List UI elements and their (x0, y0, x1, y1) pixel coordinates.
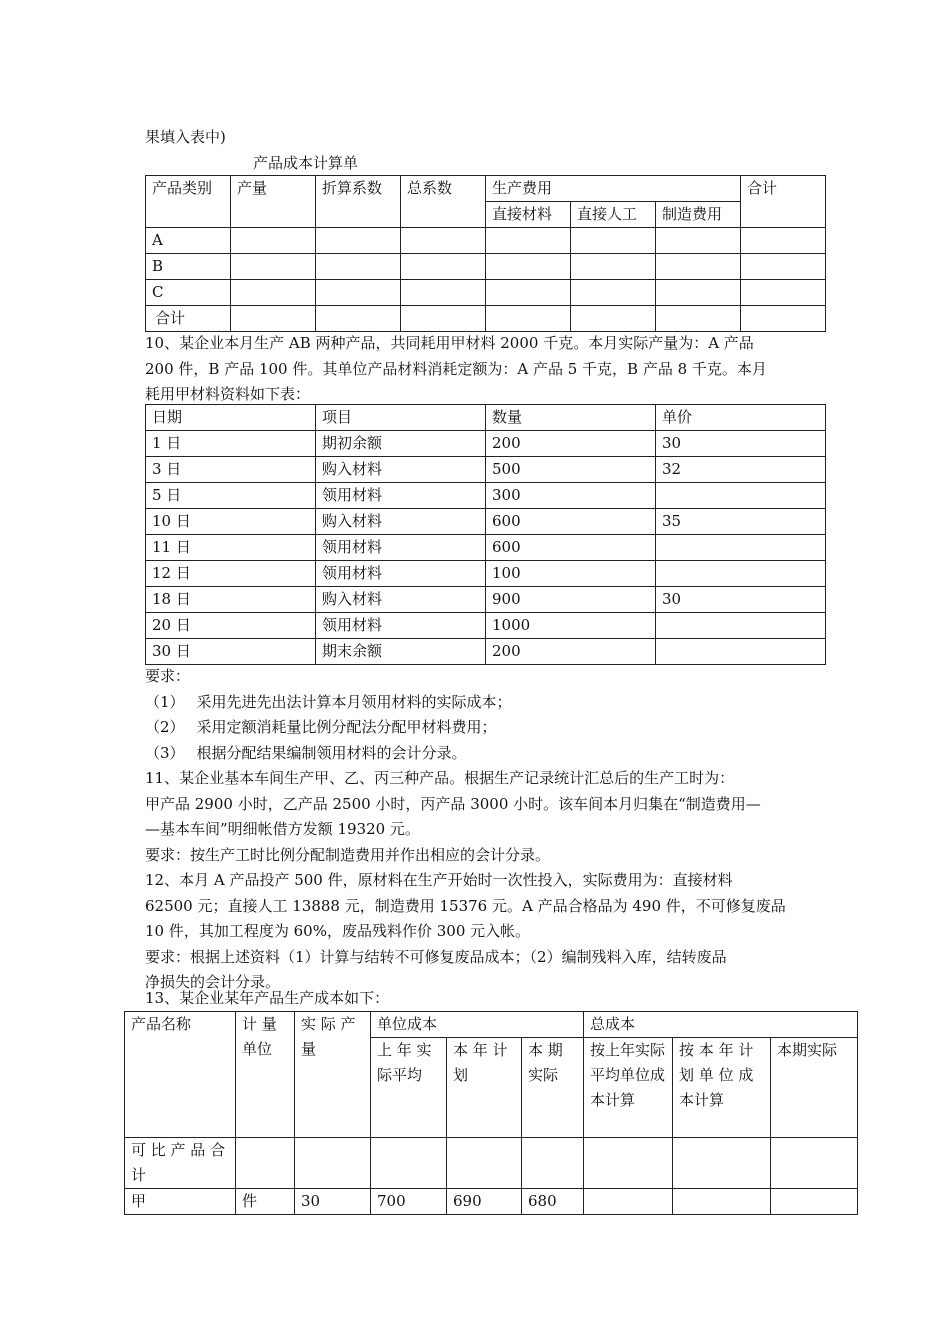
cell-unit-price (656, 639, 826, 665)
header-unit-cost: 单位成本 (371, 1012, 584, 1038)
header-date: 日期 (146, 405, 316, 431)
row-product: 甲 (125, 1189, 236, 1215)
row-label: 合计 (146, 306, 231, 332)
cell-date: 3 日 (146, 457, 316, 483)
header-unit: 计 量 单位 (236, 1012, 295, 1138)
header-quantity: 数量 (486, 405, 656, 431)
row-last-avg: 700 (371, 1189, 447, 1215)
req-text: 采用先进先出法计算本月领用材料的实际成本； (196, 692, 512, 711)
header-item: 项目 (316, 405, 486, 431)
cell-unit-price (656, 613, 826, 639)
question-10-requirements (145, 664, 825, 766)
q11-line: 11、某企业基本车间生产甲、乙、丙三种产品。根据生产记录统计汇总后的生产工时为： (145, 769, 735, 787)
cell-date: 30 日 (146, 639, 316, 665)
material-table (145, 404, 826, 665)
header-product-name: 产品名称 (125, 1012, 236, 1138)
row-output: 30 (295, 1189, 371, 1215)
q12-line: 62500 元；直接人工 13888 元，制造费用 15376 元。A 产品合格品为 490 件，不可修复废品 (145, 896, 786, 915)
cell-unit-price: 30 (656, 431, 826, 457)
cell-quantity: 100 (486, 561, 656, 587)
q11-line: —基本车间”明细帐借方发额 19320 元。 (145, 820, 420, 838)
table-row (146, 587, 826, 613)
header-overhead: 制造费用 (656, 202, 741, 228)
cell-quantity: 200 (486, 639, 656, 665)
header-total-cost: 总成本 (584, 1012, 858, 1038)
req-number: （2） (145, 718, 185, 736)
header-actual-output: 实 际 产 量 (295, 1012, 371, 1138)
header-total-factor: 总系数 (401, 176, 486, 228)
table-row (146, 535, 826, 561)
header-total: 合计 (741, 176, 826, 228)
question-12-text (145, 868, 825, 996)
table-row (146, 509, 826, 535)
header-category: 产品类别 (146, 176, 231, 228)
question-10-text (145, 331, 825, 408)
req-text: 根据分配结果编制领用材料的会计分录。 (196, 743, 467, 762)
table-row (125, 1189, 858, 1215)
cell-date: 1 日 (146, 431, 316, 457)
cell-unit-price: 35 (656, 509, 826, 535)
header-labor: 直接人工 (571, 202, 656, 228)
cell-item: 期初余额 (316, 431, 486, 457)
table-row (125, 1138, 858, 1189)
q12-line: 12、本月 A 产品投产 500 件，原材料在生产开始时一次性投入，实际费用为：直接材料 (145, 871, 733, 889)
header-by-plan: 按 本 年 计 划 单 位 成 本计算 (673, 1038, 771, 1138)
header-last-year-avg: 上 年 实 际平均 (371, 1038, 447, 1138)
header-current-actual: 本 期 实际 (522, 1038, 584, 1138)
header-unit-price: 单价 (656, 405, 826, 431)
q10-line: 200 件，B 产品 100 件。其单位产品材料消耗定额为：A 产品 5 千克，B 产品 8 千克。本月 (145, 359, 767, 378)
continuation-line: 果填入表中) (145, 128, 226, 146)
q10-line: 耗用甲材料资料如下表： (145, 385, 311, 403)
cell-item: 购入材料 (316, 509, 486, 535)
cell-quantity: 200 (486, 431, 656, 457)
cell-item: 领用材料 (316, 613, 486, 639)
cell-date: 5 日 (146, 483, 316, 509)
table-row (146, 561, 826, 587)
cell-unit-price: 30 (656, 587, 826, 613)
cell-unit-price (656, 483, 826, 509)
table-row (146, 483, 826, 509)
question-11-text (145, 766, 825, 868)
table-row (146, 228, 826, 254)
cell-quantity: 1000 (486, 613, 656, 639)
table-row (146, 613, 826, 639)
cell-quantity: 900 (486, 587, 656, 613)
question-13-text: 13、某企业某年产品生产成本如下： (145, 989, 390, 1007)
cell-quantity: 300 (486, 483, 656, 509)
cell-item: 购入材料 (316, 587, 486, 613)
cell-quantity: 600 (486, 509, 656, 535)
cell-unit-price (656, 561, 826, 587)
row-plan: 690 (447, 1189, 522, 1215)
cell-unit-price (656, 535, 826, 561)
q10-line: 10、某企业本月生产 AB 两种产品，共同耗用甲材料 2000 千克。本月实际产量为：A 产品 (145, 334, 754, 352)
table-row (146, 431, 826, 457)
cell-item: 领用材料 (316, 483, 486, 509)
header-material: 直接材料 (486, 202, 571, 228)
header-this-year-plan: 本 年 计 划 (447, 1038, 522, 1138)
table1-title: 产品成本计算单 (253, 154, 359, 172)
header-production-cost: 生产费用 (486, 176, 741, 202)
table-row (146, 254, 826, 280)
cell-date: 18 日 (146, 587, 316, 613)
q12-line: 10 件，其加工程度为 60%，废品残料作价 300 元入帐。 (145, 922, 531, 940)
header-factor: 折算系数 (316, 176, 401, 228)
cell-unit-price: 32 (656, 457, 826, 483)
cell-item: 领用材料 (316, 561, 486, 587)
cell-item: 领用材料 (316, 535, 486, 561)
header-output: 产量 (231, 176, 316, 228)
header-by-last-year: 按上年实际平均单位成本计算 (584, 1038, 673, 1138)
q12-line: 要求：根据上述资料（1）计算与结转不可修复废品成本；（2）编制残料入库，结转废品 (145, 947, 727, 966)
table-header-row (146, 405, 826, 431)
req-text: 采用定额消耗量比例分配法分配甲材料费用； (196, 718, 497, 736)
row-label: C (146, 280, 231, 306)
q12-line: 净损失的会计分录。 (145, 973, 281, 991)
cell-date: 10 日 (146, 509, 316, 535)
table-row (146, 639, 826, 665)
q11-line: 甲产品 2900 小时，乙产品 2500 小时，丙产品 3000 小时。该车间本月归集在“制造费用— (145, 794, 761, 813)
req-title: 要求： (145, 667, 191, 685)
req-number: （1） (145, 692, 185, 711)
table-row (146, 280, 826, 306)
cell-date: 11 日 (146, 535, 316, 561)
product-cost-table (145, 175, 826, 332)
row-actual: 680 (522, 1189, 584, 1215)
table-row (146, 306, 826, 332)
cell-quantity: 500 (486, 457, 656, 483)
q11-line: 要求：按生产工时比例分配制造费用并作出相应的会计分录。 (145, 845, 551, 864)
table-row (146, 457, 826, 483)
header-current-period-actual: 本期实际 (771, 1038, 858, 1138)
row-label: B (146, 254, 231, 280)
cell-item: 期末余额 (316, 639, 486, 665)
req-number: （3） (145, 743, 185, 762)
cell-date: 20 日 (146, 613, 316, 639)
cell-quantity: 600 (486, 535, 656, 561)
row-comparable-total: 可 比 产 品 合 计 (125, 1138, 236, 1189)
cell-item: 购入材料 (316, 457, 486, 483)
cell-date: 12 日 (146, 561, 316, 587)
row-unit: 件 (236, 1189, 295, 1215)
row-label: A (146, 228, 231, 254)
annual-cost-table (124, 1011, 858, 1215)
